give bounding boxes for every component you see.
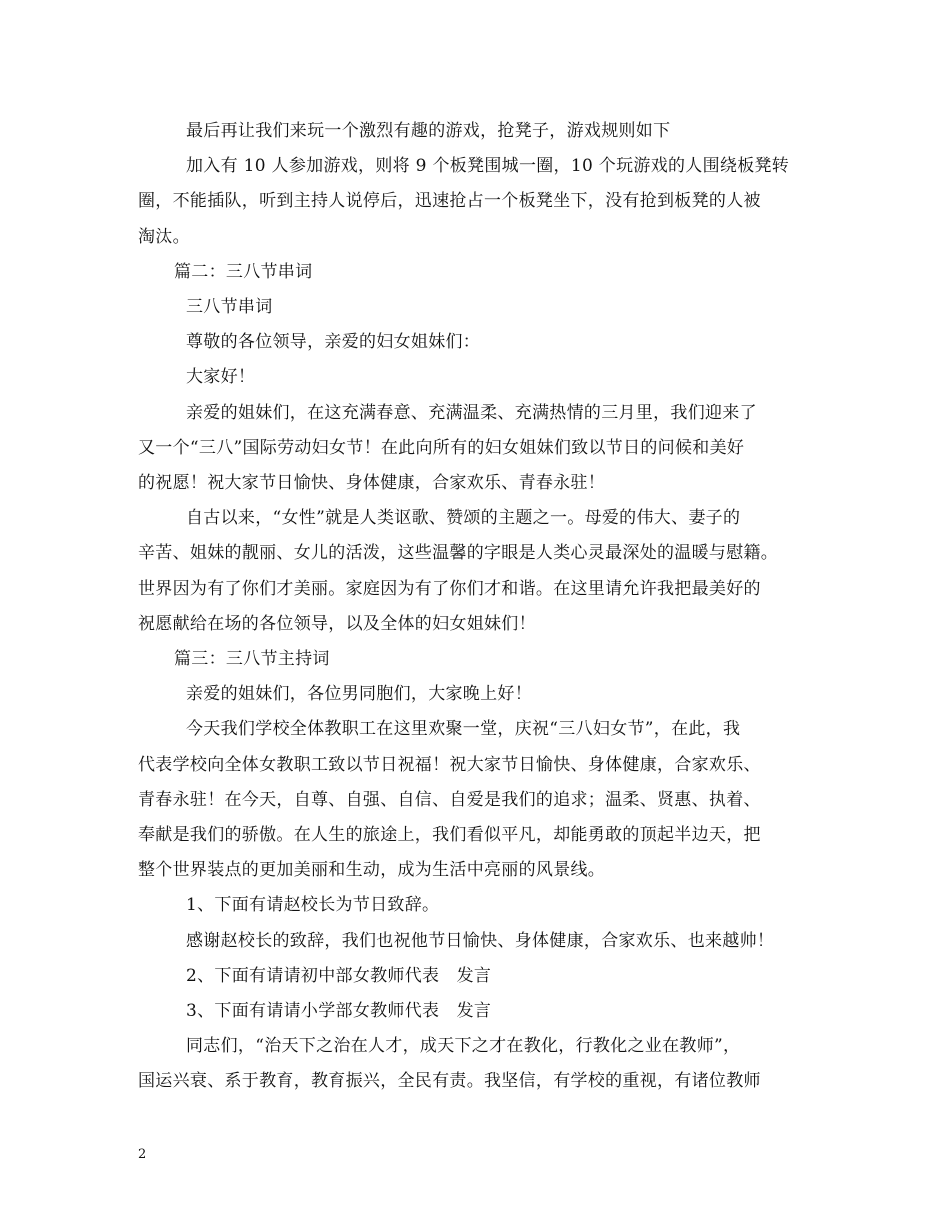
text-line: 淘汰。 [138,227,190,247]
text-line: 3、下面有请请小学部女教师代表 发言 [186,1001,492,1021]
text-line: 代表学校向全体女教职工致以节日祝福！祝大家节日愉快、身体健康，合家欢乐、 [138,755,761,775]
text-line: 亲爱的姐妹们，在这充满春意、充满温柔、充满热情的三月里，我们迎来了 [186,403,757,423]
text-line: 辛苦、姐妹的靓丽、女儿的活泼，这些温馨的字眼是人类心灵最深处的温暖与慰籍。 [138,543,779,563]
text-line: 圈，不能插队，听到主持人说停后，迅速抢占一个板凳坐下，没有抢到板凳的人被 [138,191,761,211]
text-line: 大家好！ [186,367,256,387]
text-line: 整个世界装点的更加美丽和生动，成为生活中亮丽的风景线。 [138,860,606,880]
page-number: 2 [138,1147,147,1162]
text-line: 又一个“三八”国际劳动妇女节！在此向所有的妇女姐妹们致以节日的问候和美好 [138,438,745,458]
text-line: 今天我们学校全体教职工在这里欢聚一堂，庆祝“三八妇女节”，在此，我 [186,719,741,739]
text-line: 尊敬的各位领导，亲爱的妇女姐妹们： [186,332,481,352]
section-title: 三八节串词 [186,297,273,317]
text-line: 世界因为有了你们才美丽。家庭因为有了你们才和谐。在这里请允许我把最美好的 [138,579,761,599]
text-line: 最后再让我们来玩一个激烈有趣的游戏，抢凳子，游戏规则如下 [186,121,671,141]
text-line: 亲爱的姐妹们，各位男同胞们，大家晚上好！ [186,684,532,704]
text-line: 加入有 10 人参加游戏，则将 9 个板凳围城一圈，10 个玩游戏的人围绕板凳转 [186,156,790,176]
section-heading: 篇二：三八节串词 [174,262,313,282]
text-line: 祝愿献给在场的各位领导，以及全体的妇女姐妹们！ [138,614,536,634]
text-line: 1、下面有请赵校长为节日致辞。 [186,895,440,915]
text-line: 同志们，“治天下之治在人才，成天下之才在教化，行教化之业在教师”， [186,1036,741,1056]
text-line: 感谢赵校长的致辞，我们也祝他节日愉快、身体健康，合家欢乐、也来越帅！ [186,931,775,951]
text-line: 青春永驻！在今天，自尊、自强、自信、自爱是我们的追求；温柔、贤惠、执着、 [138,790,761,810]
text-line: 2、下面有请请初中部女教师代表 发言 [186,966,492,986]
text-line: 国运兴衰、系于教育，教育振兴，全民有责。我坚信，有学校的重视，有诸位教师 [138,1071,761,1091]
text-line: 的祝愿！祝大家节日愉快、身体健康，合家欢乐、青春永驻！ [138,473,606,493]
text-line: 奉献是我们的骄傲。在人生的旅途上，我们看似平凡，却能勇敢的顶起半边天，把 [138,825,761,845]
section-heading: 篇三：三八节主持词 [174,649,330,669]
text-line: 自古以来，“女性”就是人类讴歌、赞颂的主题之一。母爱的伟大、妻子的 [186,508,741,528]
